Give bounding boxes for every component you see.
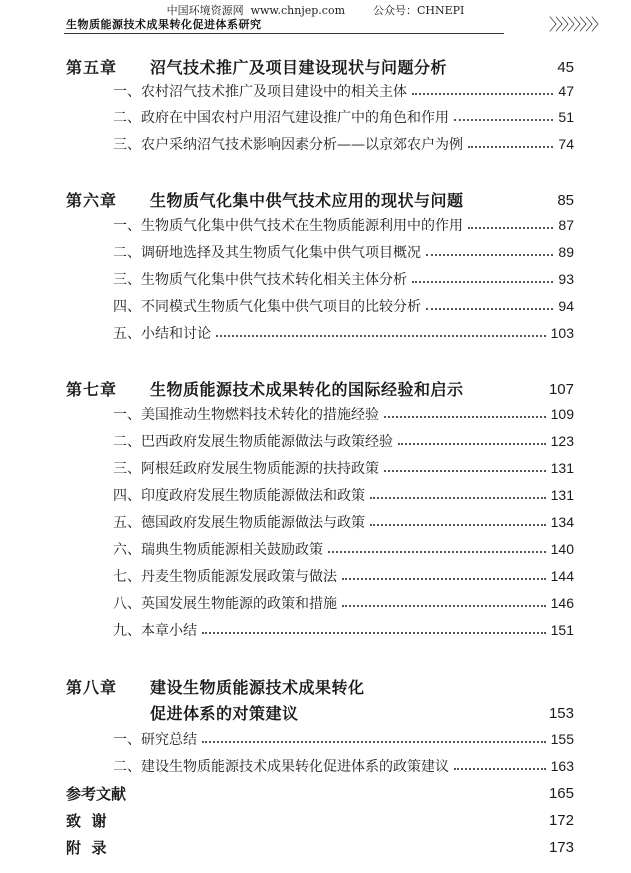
leader-dots: [216, 335, 546, 337]
leader-dots: [398, 443, 546, 445]
toc-entry-page: 163: [550, 758, 574, 774]
back-matter-label: 致 谢: [66, 812, 107, 830]
chapter-title: 生物质能源技术成果转化的国际经验和启示: [150, 380, 464, 399]
leader-dots: [384, 470, 546, 472]
chapter-page: 107: [548, 381, 574, 398]
toc-entry[interactable]: [113, 133, 574, 155]
leader-dots: [370, 497, 546, 499]
toc-entry-title: 八、英国发展生物能源的政策和措施: [113, 596, 337, 612]
toc-entry-page: 131: [550, 487, 574, 503]
leader-dots: [202, 741, 546, 743]
toc-entry[interactable]: [113, 106, 574, 128]
back-matter-entry[interactable]: [66, 782, 574, 806]
leader-dots: [468, 146, 553, 148]
toc-entry[interactable]: [113, 484, 574, 506]
toc-entry-title: 四、不同模式生物质气化集中供气项目的比较分析: [113, 299, 421, 315]
toc-entry[interactable]: [113, 538, 574, 560]
toc-entry-page: 134: [550, 514, 574, 530]
leader-dots: [468, 227, 553, 229]
chapter-heading[interactable]: [66, 676, 574, 700]
toc-entry-title: 五、小结和讨论: [113, 326, 211, 342]
leader-dots: [342, 578, 546, 580]
leader-dots: [412, 93, 553, 95]
toc-entry-title: 二、建设生物质能源技术成果转化促进体系的政策建议: [113, 759, 449, 775]
toc-entry[interactable]: [113, 592, 574, 614]
chapter-title: 沼气技术推广及项目建设现状与问题分析: [150, 58, 448, 77]
chapter-title: 建设生物质能源技术成果转化: [150, 678, 365, 697]
back-matter-label: 参考文献: [66, 785, 127, 803]
leader-dots: [384, 416, 546, 418]
toc-entry-page: 87: [558, 217, 574, 233]
toc-entry[interactable]: [113, 457, 574, 479]
leader-dots: [342, 605, 546, 607]
toc-entry[interactable]: [113, 755, 574, 777]
toc-entry-page: 140: [550, 541, 574, 557]
toc-entry-page: 144: [550, 568, 574, 584]
toc-entry-page: 151: [550, 622, 574, 638]
chapter-heading[interactable]: [66, 378, 574, 402]
chapter-title-line2: 促进体系的对策建议: [150, 704, 299, 723]
back-matter-page: 165: [548, 785, 574, 802]
toc-entry[interactable]: [113, 403, 574, 425]
chapter-number: 第五章: [66, 58, 118, 77]
toc-entry-title: 四、印度政府发展生物质能源做法和政策: [113, 488, 365, 504]
toc-entry-title: 二、调研地选择及其生物质气化集中供气项目概况: [113, 245, 421, 261]
toc-entry[interactable]: [113, 728, 574, 750]
chapter-heading[interactable]: [66, 56, 574, 80]
chapter-number: 第六章: [66, 191, 118, 210]
toc-entry-title: 三、农户采纳沼气技术影响因素分析——以京郊农户为例: [113, 137, 463, 153]
toc-entry-title: 七、丹麦生物质能源发展政策与做法: [113, 569, 337, 585]
back-matter-page: 173: [548, 839, 574, 856]
leader-dots: [426, 308, 553, 310]
toc-entry[interactable]: [113, 268, 574, 290]
toc-entry[interactable]: [113, 295, 574, 317]
toc-entry[interactable]: [113, 430, 574, 452]
toc-entry-title: 一、生物质气化集中供气技术在生物质能源利用中的作用: [113, 218, 463, 234]
chapter-page: 85: [557, 192, 574, 209]
header-arrows-icon: 〉〉〉〉〉〉〉〉: [548, 15, 605, 34]
toc-entry-page: 74: [558, 136, 574, 152]
toc-entry-page: 103: [550, 325, 574, 341]
toc-entry[interactable]: [113, 214, 574, 236]
leader-dots: [412, 281, 553, 283]
chapter-page: 45: [557, 59, 574, 76]
toc-entry[interactable]: [113, 619, 574, 641]
chapter-page: 153: [548, 705, 574, 722]
toc-entry[interactable]: [113, 511, 574, 533]
toc-entry[interactable]: [113, 80, 574, 102]
toc-entry-title: 一、农村沼气技术推广及项目建设中的相关主体: [113, 84, 407, 100]
toc-entry-page: 131: [550, 460, 574, 476]
toc-entry-title: 二、政府在中国农村户用沼气建设推广中的角色和作用: [113, 110, 449, 126]
toc-entry-page: 51: [558, 109, 574, 125]
toc-entry-title: 六、瑞典生物质能源相关鼓励政策: [113, 542, 323, 558]
toc-entry-page: 146: [550, 595, 574, 611]
toc-entry[interactable]: [113, 241, 574, 263]
leader-dots: [328, 551, 546, 553]
leader-dots: [370, 524, 546, 526]
toc-entry-title: 三、阿根廷政府发展生物质能源的扶持政策: [113, 461, 379, 477]
running-head-title: 生物质能源技术成果转化促进体系研究: [66, 18, 262, 31]
chapter-heading[interactable]: [66, 189, 574, 213]
toc-entry-page: 94: [558, 298, 574, 314]
toc-entry-page: 93: [558, 271, 574, 287]
leader-dots: [454, 119, 553, 121]
toc-entry-title: 三、生物质气化集中供气技术转化相关主体分析: [113, 272, 407, 288]
toc-entry-title: 一、研究总结: [113, 732, 197, 748]
header-rule: [64, 33, 504, 34]
toc-entry-page: 47: [558, 83, 574, 99]
back-matter-entry[interactable]: [66, 809, 574, 833]
toc-entry-page: 109: [550, 406, 574, 422]
chapter-title: 生物质气化集中供气技术应用的现状与问题: [150, 191, 464, 210]
toc-entry-page: 155: [550, 731, 574, 747]
toc-entry[interactable]: [113, 565, 574, 587]
toc-entry-page: 89: [558, 244, 574, 260]
site-watermark-line: 中国环境资源网 www.chnjep.com 公众号：CHNEPI: [166, 4, 465, 17]
back-matter-page: 172: [548, 812, 574, 829]
toc-entry-page: 123: [550, 433, 574, 449]
toc-entry[interactable]: [113, 322, 574, 344]
toc-entry-title: 一、美国推动生物燃料技术转化的措施经验: [113, 407, 379, 423]
chapter-number: 第八章: [66, 678, 118, 697]
toc-entry-title: 五、德国政府发展生物质能源做法与政策: [113, 515, 365, 531]
leader-dots: [202, 632, 546, 634]
leader-dots: [426, 254, 553, 256]
back-matter-label: 附 录: [66, 839, 107, 857]
toc-entry-title: 九、本章小结: [113, 623, 197, 639]
chapter-number: 第七章: [66, 380, 118, 399]
leader-dots: [454, 768, 546, 770]
back-matter-entry[interactable]: [66, 836, 574, 860]
toc-entry-title: 二、巴西政府发展生物质能源做法与政策经验: [113, 434, 393, 450]
